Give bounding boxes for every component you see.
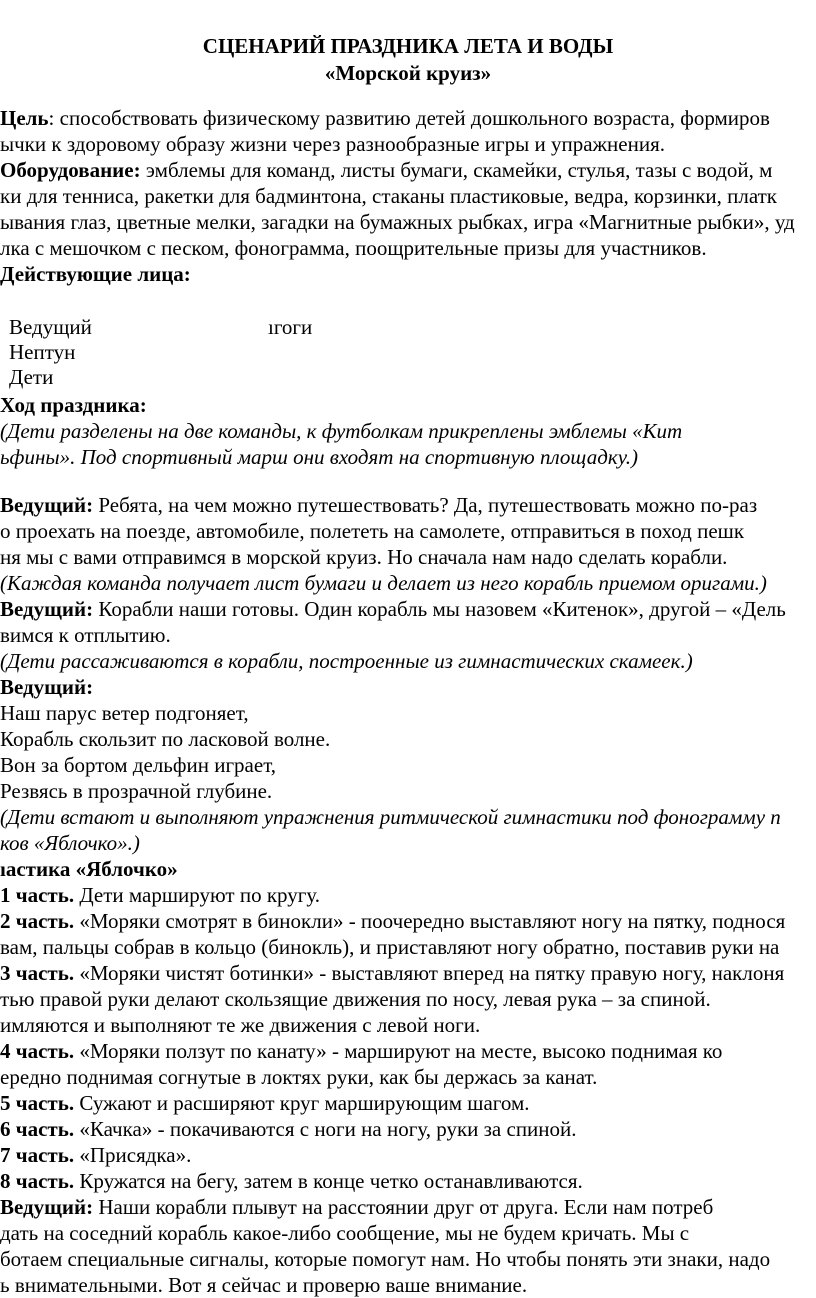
- speech1-line-2: о проехать на поезде, автомобиле, полететь на самолете, отправиться в поход пешк: [0, 519, 745, 543]
- equipment-line-2: ки для тенниса, ракетки для бадминтона, стаканы пластиковые, ведра, корзинки, платк: [0, 184, 778, 208]
- note-origami: (Каждая команда получает лист бумаги и делает из него корабль приемом оригами.): [0, 571, 767, 595]
- document-subtitle: «Морской круиз»: [324, 61, 492, 85]
- goal-label: Цель: [0, 106, 49, 130]
- progress-label: Ход праздника:: [0, 393, 147, 417]
- character-neptune: Нептун: [9, 340, 76, 364]
- note-rhythm-2: ков «Яблочко».): [0, 831, 140, 855]
- host-label: Ведущий:: [0, 675, 94, 699]
- characters-label: Действующие лица:: [0, 262, 191, 286]
- document-title: СЦЕНАРИЙ ПРАЗДНИКА ЛЕТА И ВОДЫ: [202, 34, 614, 58]
- progress-note-1: (Дети разделены на две команды, к футболкам прикреплены эмблемы «Кит: [0, 419, 683, 443]
- goal-line-2: ычки к здоровому образу жизни через разнообразные игры и упражнения.: [0, 132, 665, 156]
- equipment-line-4: лка с мешочком с песком, фонограмма, поощрительные призы для участников.: [0, 236, 707, 260]
- speech1-line-3: ня мы с вами отправимся в морской круиз. Но сначала нам надо сделать корабли.: [0, 545, 728, 569]
- part-3-line-2: тью правой руки делают скользящие движения по носу, левая рука – за спиной.: [0, 987, 711, 1011]
- equipment-line-1: Оборудование: эмблемы для команд, листы бумаги, скамейки, стулья, тазы с водой, м: [0, 158, 773, 182]
- part-3: 3 часть. «Моряки чистят ботинки» - выставляют вперед на пятку правую ногу, наклоня: [0, 961, 785, 985]
- part-6: 6 часть. «Качка» - покачиваются с ноги на ногу, руки за спиной.: [0, 1117, 577, 1141]
- poem-line: Наш парус ветер подгоняет,: [0, 701, 249, 725]
- speech3-line-3: ботаем специальные сигналы, которые помогут нам. Но чтобы понять эти знаки, надо: [0, 1247, 771, 1271]
- goal-line-1: Цель: способствовать физическому развитию детей дошкольного возраста, формиров: [0, 106, 770, 130]
- part-7: 7 часть. «Присядка».: [0, 1143, 192, 1167]
- host-label: Ведущий:: [0, 493, 94, 517]
- equipment-label: Оборудование:: [0, 158, 141, 182]
- part-5: 5 часть. Сужают и расширяют круг марширующим шагом.: [0, 1091, 530, 1115]
- host-label: Ведущий:: [0, 1195, 94, 1219]
- speech3-line-2: дать на соседний корабль какое-либо сообщение, мы не будем кричать. Мы с: [0, 1221, 690, 1245]
- speech3-line-4: ь внимательными. Вот я сейчас и проверю ваше внимание.: [0, 1273, 528, 1297]
- progress-note-2: ьфины». Под спортивный марш они входят на спортивную площадку.): [0, 445, 638, 469]
- character-host: Ведущий: [9, 315, 92, 339]
- part-8: 8 часть. Кружатся на бегу, затем в конце четко останавливаются.: [0, 1169, 583, 1193]
- character-kids: Дети: [9, 365, 54, 389]
- part-3-line-3: имляются и выполняют те же движения с левой ноги.: [0, 1013, 481, 1037]
- character-fragment: ıгоги: [268, 315, 313, 339]
- part-4: 4 часть. «Моряки ползут по канату» - маршируют на месте, высоко поднимая ко: [0, 1039, 723, 1063]
- poem-line: Корабль скользит по ласковой волне.: [0, 727, 331, 751]
- gymnastics-title: ıастика «Яблочко»: [0, 857, 178, 881]
- part-4-line-2: ередно поднимая согнутые в локтях руки, как бы держась за канат.: [0, 1065, 598, 1089]
- note-rhythm-1: (Дети встают и выполняют упражнения ритмической гимнастики под фонограмму п: [0, 805, 781, 829]
- part-2: 2 часть. «Моряки смотрят в бинокли» - поочередно выставляют ногу на пятку, поднося: [0, 909, 786, 933]
- speech1-line-1: Ведущий: Ребята, на чем можно путешествовать? Да, путешествовать можно по-раз: [0, 493, 758, 517]
- note-benches: (Дети рассаживаются в корабли, построенные из гимнастических скамеек.): [0, 649, 693, 673]
- poem-line: Резвясь в прозрачной глубине.: [0, 779, 273, 803]
- part-1: 1 часть. Дети маршируют по кругу.: [0, 883, 321, 907]
- part-2-line-2: вам, пальцы собрав в кольцо (бинокль), и приставляют ногу обратно, поставив руки на: [0, 935, 780, 959]
- poem-line: Вон за бортом дельфин играет,: [0, 753, 277, 777]
- speech2-line-1: Ведущий: Корабли наши готовы. Один корабль мы назовем «Китенок», другой – «Дель: [0, 597, 786, 621]
- host-label: Ведущий:: [0, 597, 94, 621]
- speech2-line-2: вимся к отплытию.: [0, 623, 171, 647]
- speech3-line-1: Ведущий: Наши корабли плывут на расстоянии друг от друга. Если нам потреб: [0, 1195, 714, 1219]
- equipment-line-3: ывания глаз, цветные мелки, загадки на бумажных рыбках, игра «Магнитные рыбки», уд: [0, 210, 795, 234]
